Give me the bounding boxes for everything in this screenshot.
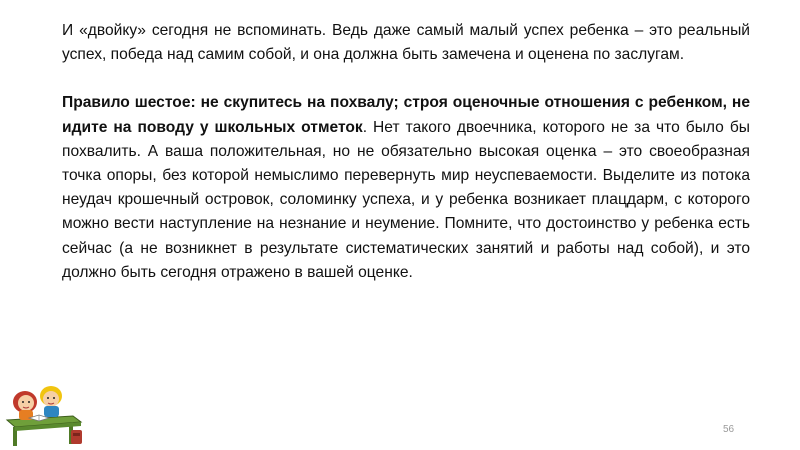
rule-six-body: . Нет такого двоечника, которого не за что было бы похвалить. А ваша положительная, но не обязательно высокая оценка – это своеобразная точка опоры, без которой немыслимо перевернуть мир неуспеваемости. Выделите из потока неудач крошечный островок, соломинку успеха, и у ребенка возникает плацдарм, с которого можно вести наступление на незнание и неумение. Помните, что достоинство у ребенка есть сейчас (а не возникнет в результате систематических занятий и работы над собой), и это должно быть сегодня отражено в вашей оценке.: [62, 118, 750, 281]
children-at-desk-icon: [3, 378, 87, 448]
paragraph-praise-success: И «двойку» сегодня не вспоминать. Ведь даже самый малый успех ребенка – это реальный успех, победа над самим собой, и она должна быть замечена и оценена по заслугам.: [62, 22, 750, 64]
page-number: 56: [723, 424, 735, 435]
rule-six-heading: Правило шестое: не скупитесь на похвалу; строя оценочные отношения с ребенком, не идите на поводу у школьных отметок: [62, 94, 750, 136]
slide-body-text: [62, 19, 750, 285]
paragraph-rule-six: [62, 91, 750, 285]
